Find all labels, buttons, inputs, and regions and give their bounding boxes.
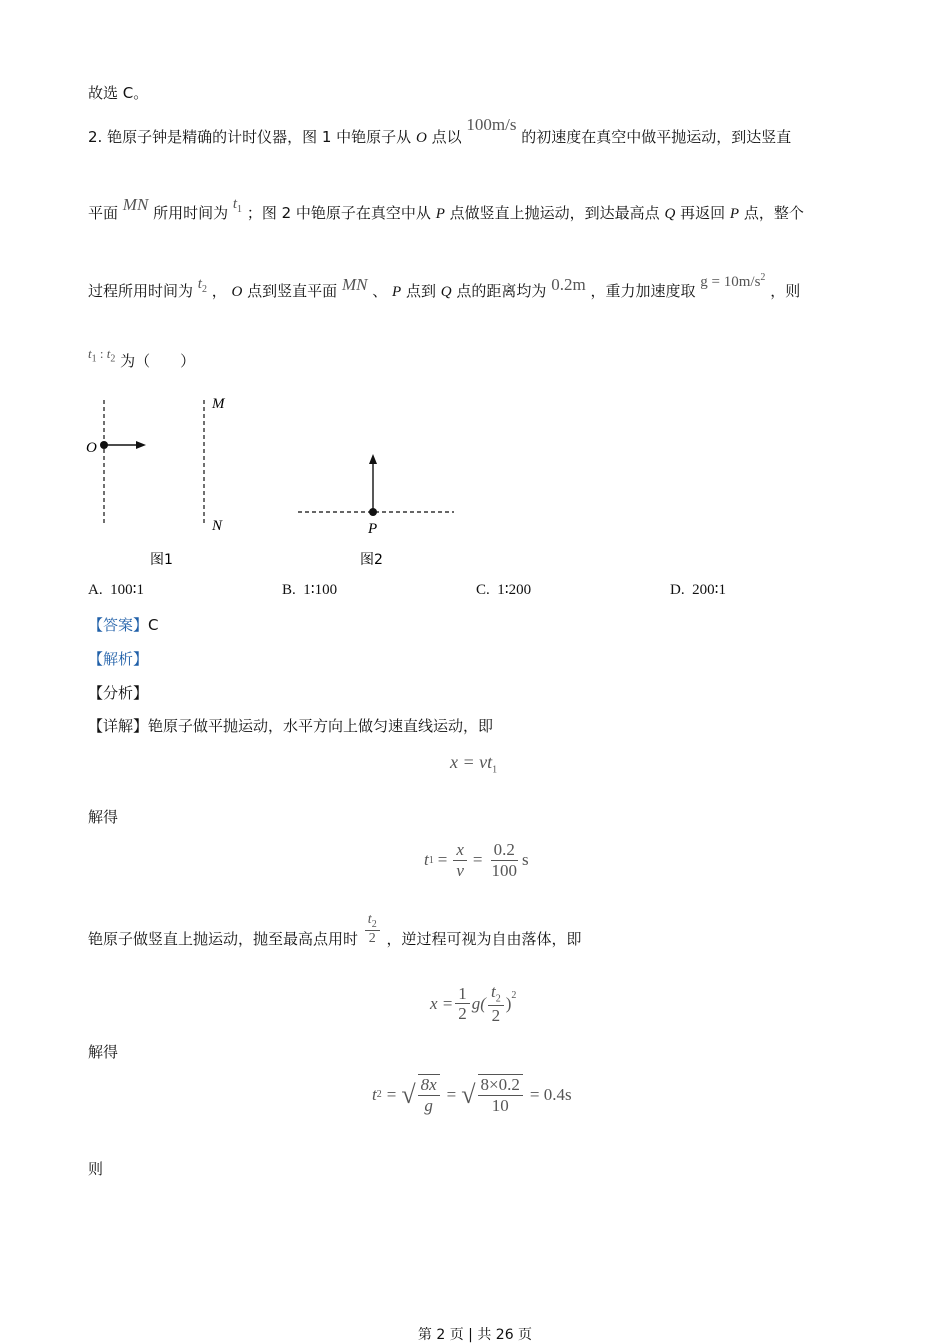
option-value: 100∶1 bbox=[110, 582, 144, 598]
question-text: 、 bbox=[372, 282, 388, 300]
time-symbol: t bbox=[197, 276, 202, 292]
frac-den: 10 bbox=[491, 1095, 509, 1115]
time-symbol: t bbox=[232, 196, 238, 212]
jiede-2: 解得 bbox=[88, 1043, 119, 1061]
question-line-4 bbox=[88, 346, 196, 379]
arrow-head bbox=[369, 454, 377, 464]
option-value: 1∶200 bbox=[497, 582, 532, 598]
gravity-value: g = 10m/s bbox=[700, 274, 761, 290]
answer-value: C bbox=[148, 616, 159, 634]
eq-text: t bbox=[372, 1084, 377, 1104]
fig2-label: 图2 bbox=[360, 552, 383, 568]
question-text: 为（ ） bbox=[120, 352, 196, 370]
fig1-label: 图1 bbox=[150, 552, 173, 568]
distance-value: 0.2m bbox=[551, 275, 586, 294]
subscript: 1 bbox=[428, 854, 434, 866]
speed-value: 100m/s bbox=[466, 115, 517, 134]
frac-num: t bbox=[367, 912, 372, 927]
point-p-dot bbox=[369, 508, 377, 516]
option-d[interactable] bbox=[670, 580, 726, 599]
frac-den: 100 bbox=[491, 860, 517, 880]
superscript: 2 bbox=[511, 990, 517, 1002]
question-text: 点到竖直平面 bbox=[247, 282, 338, 300]
subscript: 1 bbox=[492, 764, 498, 776]
eq-text: g( bbox=[471, 993, 486, 1013]
subscript: 2 bbox=[201, 284, 207, 295]
point-p: P bbox=[435, 206, 445, 222]
option-letter: B. bbox=[282, 582, 296, 598]
question-text: 所用时间为 bbox=[153, 204, 229, 222]
equals: = bbox=[386, 1084, 397, 1104]
eq-text: x = bbox=[430, 993, 454, 1013]
frac-den: 2 bbox=[491, 1005, 501, 1025]
question-text: ， bbox=[211, 282, 227, 300]
detail-tag: 【详解】 bbox=[88, 717, 149, 735]
frac-num: t bbox=[490, 982, 496, 1001]
point-o: O bbox=[231, 284, 243, 300]
frac-num: 8×0.2 bbox=[478, 1075, 523, 1096]
plane-mn: MN bbox=[341, 275, 368, 294]
option-letter: A. bbox=[88, 582, 103, 598]
point-q: Q bbox=[440, 284, 452, 300]
superscript: 2 bbox=[760, 272, 766, 283]
question-text: 点到 bbox=[406, 282, 437, 300]
question-line-1 bbox=[88, 115, 792, 149]
option-value: 200∶1 bbox=[692, 582, 726, 598]
point-o: O bbox=[415, 130, 427, 146]
fenxi-tag: 【分析】 bbox=[88, 684, 149, 702]
equation-3 bbox=[430, 982, 516, 1025]
equation-2 bbox=[424, 840, 529, 880]
paren: ) bbox=[505, 993, 512, 1013]
equation-1 bbox=[450, 752, 497, 776]
question-text: 再返回 bbox=[680, 204, 726, 222]
equals: = bbox=[437, 850, 448, 870]
answer-line bbox=[88, 614, 159, 635]
sqrt-icon: √ bbox=[461, 1079, 476, 1109]
arrow-head bbox=[136, 441, 146, 449]
option-a[interactable] bbox=[88, 580, 144, 599]
eq-text: t bbox=[424, 850, 429, 870]
subscript: 1 bbox=[237, 204, 243, 215]
plane-mn: MN bbox=[122, 195, 149, 214]
option-b[interactable] bbox=[282, 580, 337, 599]
option-letter: D. bbox=[670, 582, 685, 598]
subscript: 2 bbox=[371, 918, 377, 930]
vertical-throw-line bbox=[88, 912, 582, 957]
label-n: N bbox=[212, 518, 223, 534]
point-p: P bbox=[392, 284, 402, 300]
frac-den: 2 bbox=[368, 931, 376, 947]
question-number: 2. bbox=[88, 128, 103, 146]
question-text: ，重力加速度取 bbox=[590, 282, 696, 300]
question-text: 铯原子钟是精确的计时仪器，图 1 中铯原子从 bbox=[107, 128, 412, 146]
body-text: ，逆过程可视为自由落体，即 bbox=[386, 930, 582, 949]
unit: s bbox=[521, 850, 529, 870]
detail-line bbox=[88, 715, 493, 736]
equals: = bbox=[446, 1084, 457, 1104]
question-text: 的初速度在真空中做平抛运动，到达竖直 bbox=[521, 128, 792, 146]
answer-tag: 【答案】 bbox=[88, 616, 149, 634]
equation-4 bbox=[372, 1074, 572, 1115]
question-text: ，则 bbox=[770, 282, 801, 300]
analysis-tag: 【解析】 bbox=[88, 650, 149, 668]
subscript: 2 bbox=[376, 1089, 382, 1101]
question-text: 点的距离均为 bbox=[456, 282, 547, 300]
question-text: 平面 bbox=[88, 204, 119, 222]
frac-num: x bbox=[453, 840, 467, 861]
point-q: Q bbox=[664, 206, 676, 222]
option-value: 1∶100 bbox=[303, 582, 338, 598]
frac-num: 0.2 bbox=[491, 840, 518, 861]
detail-text: 铯原子做平抛运动，水平方向上做匀速直线运动，即 bbox=[148, 717, 494, 735]
question-text: 点，整个 bbox=[743, 204, 804, 222]
label-o: O bbox=[86, 440, 97, 456]
equals: = bbox=[472, 850, 483, 870]
option-letter: C. bbox=[476, 582, 490, 598]
sqrt-icon: √ bbox=[401, 1079, 416, 1109]
subscript: 2 bbox=[495, 993, 501, 1005]
subscript: 1 bbox=[91, 353, 97, 365]
question-text: ；图 2 中铯原子在真空中从 bbox=[246, 204, 431, 222]
label-m: M bbox=[212, 396, 225, 412]
label-p: P bbox=[368, 521, 378, 537]
time-symbol: t bbox=[88, 346, 92, 361]
jiede-1: 解得 bbox=[88, 808, 119, 826]
frac-den: 2 bbox=[458, 1004, 467, 1024]
ze-line: 则 bbox=[88, 1160, 104, 1178]
colon: : bbox=[96, 346, 107, 361]
subscript: 2 bbox=[110, 353, 116, 365]
question-text: 点以 bbox=[431, 128, 462, 146]
option-c[interactable] bbox=[476, 580, 531, 599]
question-text: 点做竖直上抛运动，到达最高点 bbox=[449, 204, 660, 222]
prev-answer: 故选 C。 bbox=[88, 84, 149, 102]
frac-den: v bbox=[456, 860, 464, 880]
frac-num: 1 bbox=[455, 984, 470, 1005]
time-symbol: t bbox=[106, 346, 111, 361]
frac-den: g bbox=[424, 1095, 433, 1115]
eq-result: = 0.4s bbox=[529, 1084, 572, 1104]
body-text: 铯原子做竖直上抛运动，抛至最高点用时 bbox=[88, 930, 359, 949]
frac-num: 8x bbox=[418, 1075, 440, 1096]
question-line-3 bbox=[88, 272, 801, 309]
page-footer: 第 2 页 | 共 26 页 bbox=[417, 1327, 533, 1343]
eq-text: x = vt bbox=[450, 752, 493, 772]
figures-diagram bbox=[80, 388, 480, 578]
question-text: 过程所用时间为 bbox=[88, 282, 194, 300]
question-line-2 bbox=[88, 195, 804, 231]
point-p: P bbox=[729, 206, 740, 222]
